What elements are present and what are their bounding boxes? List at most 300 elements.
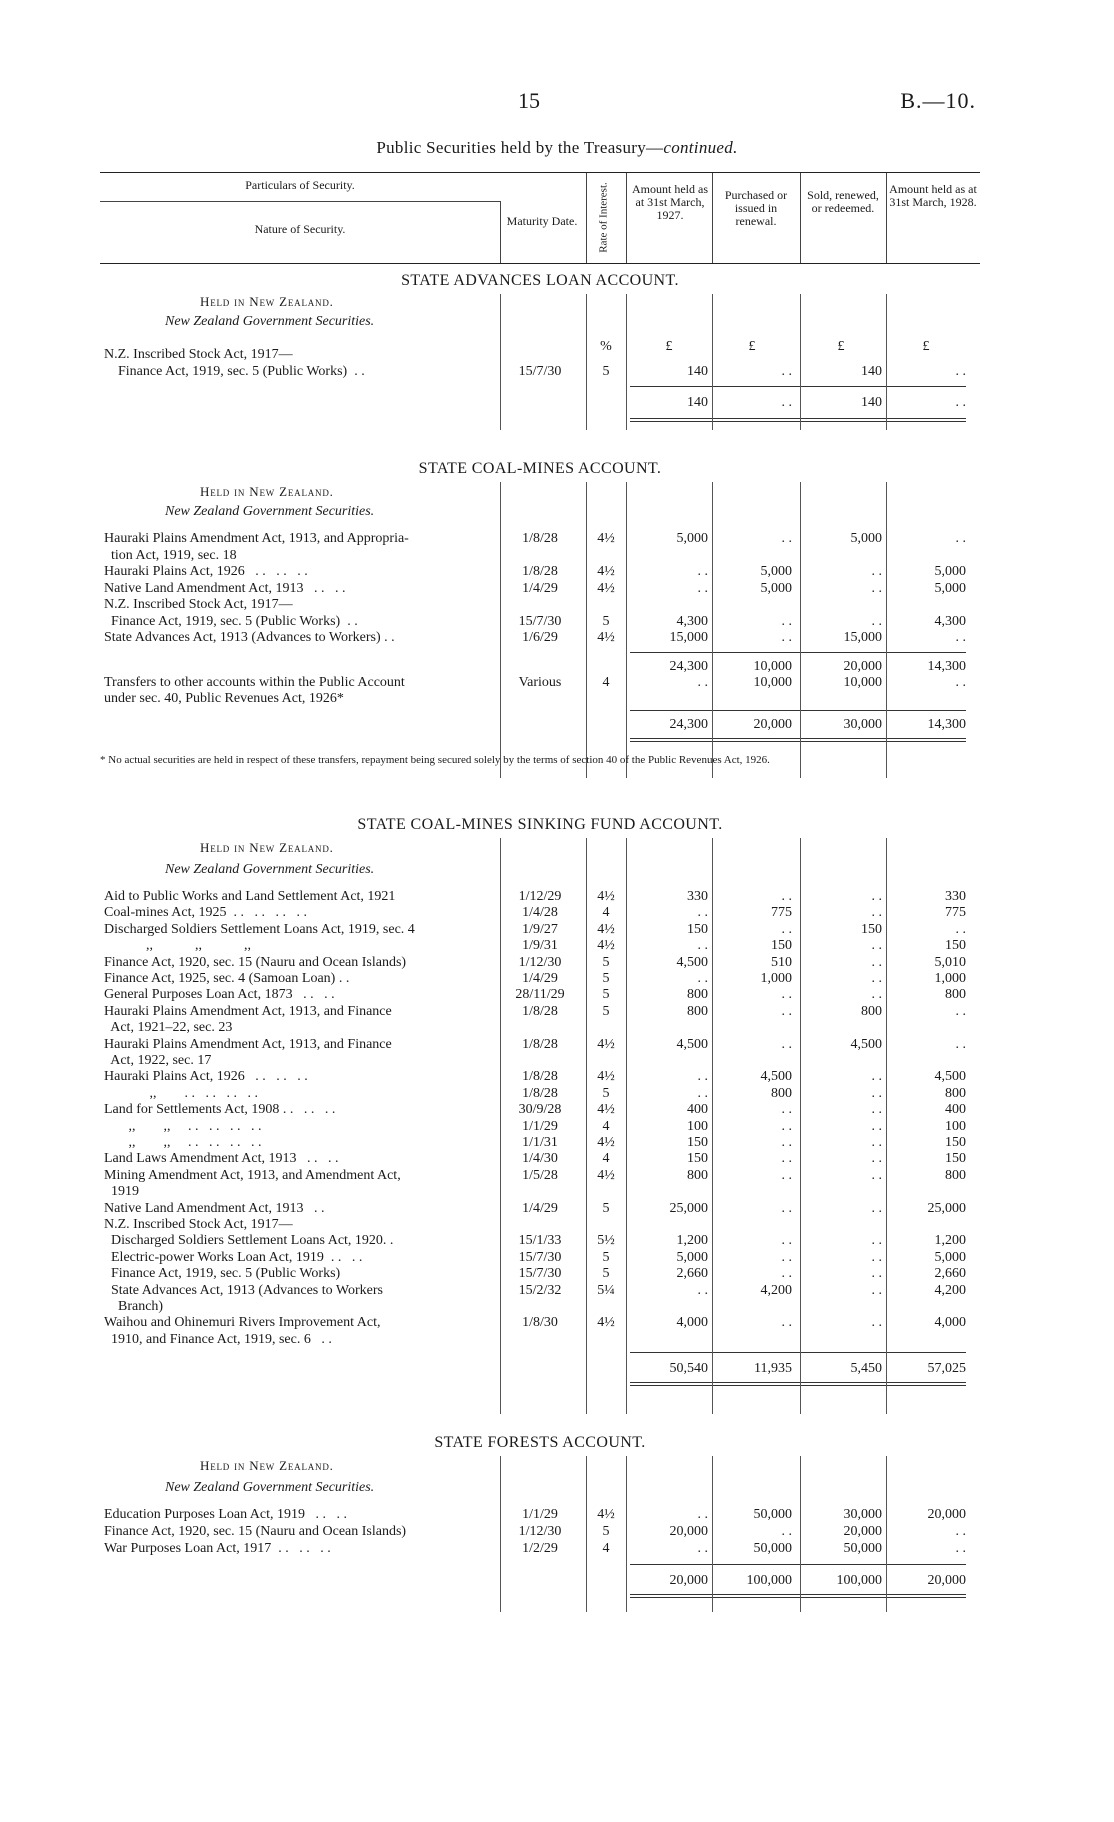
cell-rate: 5 <box>602 971 610 986</box>
table-row <box>100 1019 980 1036</box>
cell-nature: Native Land Amendment Act, 1913 . . <box>104 1200 325 1216</box>
total-row <box>100 1360 980 1377</box>
header-maturity: Maturity Date. <box>506 214 578 228</box>
cell-d: 20,000 <box>927 1507 966 1522</box>
cell-rate: 5 <box>602 1249 610 1265</box>
cell-mat: 15/7/30 <box>518 1266 562 1282</box>
table-row <box>100 1052 980 1069</box>
cell-d: 4,200 <box>934 1282 966 1298</box>
cell-a: 5,000 <box>676 531 708 546</box>
transfer-maturity: Various <box>518 675 562 690</box>
cell-b: 510 <box>771 954 792 970</box>
cell-a: 4,300 <box>676 613 708 629</box>
cell-nature: Hauraki Plains Act, 1926 . . . . . . <box>104 1069 308 1085</box>
cell-a: 4,500 <box>676 954 708 970</box>
cell-a: . . <box>697 971 708 986</box>
cell-nature: Hauraki Plains Act, 1926 . . . . . . <box>104 564 308 579</box>
table-row <box>100 970 980 987</box>
cell-nature: ,, . . . . . . . . <box>104 1085 258 1101</box>
cell-nature: N.Z. Inscribed Stock Act, 1917— <box>104 347 293 362</box>
cell-b: . . <box>781 1167 792 1183</box>
table-header <box>100 172 980 264</box>
cell-d: 775 <box>945 905 966 921</box>
cell-d: . . <box>955 531 966 546</box>
table-row <box>100 1068 980 1085</box>
cell-nature: ,, ,, ,, <box>104 938 251 954</box>
cell-b: . . <box>781 1200 792 1216</box>
section-coal-mines <box>100 460 980 780</box>
section-title: STATE COAL-MINES SINKING FUND ACCOUNT. <box>357 816 723 833</box>
cell-mat: 1/9/31 <box>522 938 558 954</box>
cell-a: 150 <box>687 921 708 937</box>
unit-d: £ <box>922 339 930 354</box>
cell-d: . . <box>955 1036 966 1052</box>
cell-d: 400 <box>945 1102 966 1118</box>
cell-d: 800 <box>945 1085 966 1101</box>
cell-b: 150 <box>771 938 792 954</box>
cell-mat: 30/9/28 <box>518 1102 562 1118</box>
cell-d: 800 <box>945 1167 966 1183</box>
cell-c: . . <box>871 905 882 921</box>
cell-c: 150 <box>861 921 882 937</box>
table-row <box>100 1232 980 1249</box>
transfer-d: . . <box>955 675 966 690</box>
cell-d: 4,300 <box>934 613 966 629</box>
cell-a: 140 <box>687 364 708 379</box>
cell-b: . . <box>781 1315 792 1331</box>
cell-mat: 1/8/28 <box>522 1085 558 1101</box>
cell-rate: 4½ <box>597 580 615 596</box>
total-a: 20,000 <box>669 1573 708 1588</box>
cell-a: 5,000 <box>676 1249 708 1265</box>
cell-c: . . <box>871 1069 882 1085</box>
cell-c: . . <box>871 1233 882 1249</box>
table-row <box>100 1085 980 1102</box>
cell-mat: 1/8/28 <box>522 531 558 546</box>
title-main: Public Securities held by the Treasury— <box>376 138 664 157</box>
section-title: STATE COAL-MINES ACCOUNT. <box>418 460 662 477</box>
table-row <box>100 1314 980 1331</box>
cell-b: . . <box>781 1003 792 1019</box>
header-particulars: Particulars of Security. <box>245 178 355 192</box>
cell-a: 150 <box>687 1135 708 1150</box>
held-label: Held in New Zealand. <box>200 840 334 855</box>
cell-nature: Finance Act, 1920, sec. 15 (Nauru and Ocean Islands) <box>104 954 407 970</box>
cell-rate: 4 <box>602 1118 610 1134</box>
cell-a: 800 <box>687 1167 708 1183</box>
cell-nature: Waihou and Ohinemuri Rivers Improvement Act, <box>104 1315 381 1331</box>
table-row <box>100 1523 980 1540</box>
cell-d: . . <box>955 1524 966 1539</box>
cell-mat: 1/5/28 <box>522 1167 558 1183</box>
table-row <box>100 363 980 380</box>
cell-rate: 5 <box>602 613 610 629</box>
cell-nature: ,, ,, . . . . . . . . <box>104 1135 262 1150</box>
cell-rate: 4½ <box>597 630 615 645</box>
cell-mat: 1/6/29 <box>522 630 558 645</box>
cell-a: . . <box>697 1507 708 1522</box>
section-state-advances <box>100 272 980 432</box>
header-rate: Rate of Interest. <box>597 182 610 253</box>
cell-nature: 1919 <box>104 1184 139 1200</box>
cell-nature: Hauraki Plains Amendment Act, 1913, and Finance <box>104 1003 392 1019</box>
cell-d: 4,000 <box>934 1315 966 1331</box>
unit-b: £ <box>748 339 756 354</box>
cell-rate: 5 <box>602 987 610 1003</box>
cell-d: 4,500 <box>934 1069 966 1085</box>
cell-a: 4,500 <box>676 1036 708 1052</box>
cell-b: 5,000 <box>760 580 792 596</box>
cell-nature: 1910, and Finance Act, 1919, sec. 6 . . <box>104 1331 332 1347</box>
section-state-forests <box>100 1434 980 1614</box>
cell-mat: 1/1/29 <box>522 1118 558 1134</box>
cell-b: . . <box>781 921 792 937</box>
table-row <box>100 1540 980 1557</box>
cell-rate: 4½ <box>597 564 615 579</box>
total-row <box>100 394 980 411</box>
cell-a: 4,000 <box>676 1315 708 1331</box>
cell-a: . . <box>697 580 708 596</box>
cell-nature: Act, 1921–22, sec. 23 <box>104 1020 233 1036</box>
cell-c: . . <box>871 564 882 579</box>
cell-a: . . <box>697 564 708 579</box>
table-row <box>100 1150 980 1167</box>
cell-c: . . <box>871 1102 882 1118</box>
cell-b: . . <box>781 630 792 645</box>
total-d: . . <box>955 395 966 410</box>
cell-nature: State Advances Act, 1913 (Advances to Workers <box>104 1282 383 1298</box>
cell-rate: 4½ <box>597 1036 615 1052</box>
cell-rate: 4½ <box>597 1069 615 1085</box>
cell-mat: 15/1/33 <box>518 1233 562 1249</box>
cell-b: . . <box>781 1102 792 1118</box>
cell-c: . . <box>871 1135 882 1150</box>
table-row <box>100 1003 980 1020</box>
cell-c: . . <box>871 1167 882 1183</box>
cell-b: 1,000 <box>760 971 792 986</box>
cell-mat: 1/4/30 <box>522 1151 558 1167</box>
cell-d: 150 <box>945 1135 966 1150</box>
transfer-nature: Transfers to other accounts within the Public Account <box>104 675 405 690</box>
transfer-b: 10,000 <box>753 675 792 690</box>
cell-rate: 4 <box>602 1541 610 1556</box>
total-d: 14,300 <box>927 717 966 732</box>
cell-b: . . <box>781 1524 792 1539</box>
cell-d: 2,660 <box>934 1266 966 1282</box>
cell-rate: 4½ <box>597 1135 615 1150</box>
cell-b: . . <box>781 1249 792 1265</box>
total-b: 11,935 <box>754 1361 792 1376</box>
cell-c: 5,000 <box>850 531 882 546</box>
cell-mat: 1/4/28 <box>522 905 558 921</box>
table-row <box>100 1134 980 1151</box>
cell-d: . . <box>955 364 966 379</box>
cell-rate: 5 <box>602 1266 610 1282</box>
section-title: STATE FORESTS ACCOUNT. <box>434 1434 646 1451</box>
total-c: 100,000 <box>836 1573 882 1588</box>
cell-c: . . <box>871 1282 882 1298</box>
title-italic: continued. <box>663 138 738 157</box>
transfer-row <box>100 674 980 691</box>
cell-c: . . <box>871 954 882 970</box>
page-title <box>0 138 1114 158</box>
cell-nature: tion Act, 1919, sec. 18 <box>104 547 237 563</box>
cell-a: . . <box>697 938 708 954</box>
table-row <box>100 986 980 1003</box>
cell-d: . . <box>955 1003 966 1019</box>
table-row <box>100 1167 980 1184</box>
cell-b: . . <box>781 1151 792 1167</box>
cell-a: 800 <box>687 1003 708 1019</box>
table-row <box>100 596 980 613</box>
table-row <box>100 1118 980 1135</box>
cell-rate: 5 <box>602 1085 610 1101</box>
cell-a: . . <box>697 1541 708 1556</box>
table-row <box>100 937 980 954</box>
cell-nature: Land Laws Amendment Act, 1913 . . . . <box>104 1151 339 1167</box>
cell-d: 800 <box>945 987 966 1003</box>
cell-b: 5,000 <box>760 564 792 579</box>
cell-a: 800 <box>687 987 708 1003</box>
header-held-1928: Amount held as at 31st March, 1928. <box>889 182 977 209</box>
cell-nature: Finance Act, 1919, sec. 5 (Public Works) . . <box>104 613 358 629</box>
subtotal-d: 14,300 <box>927 659 966 674</box>
subtotal-c: 20,000 <box>843 659 882 674</box>
cell-a: 100 <box>687 1118 708 1134</box>
cell-c: 50,000 <box>843 1541 882 1556</box>
cell-b: 50,000 <box>753 1541 792 1556</box>
unit-c: £ <box>837 339 845 354</box>
cell-mat: 1/1/29 <box>522 1507 558 1522</box>
cell-nature: State Advances Act, 1913 (Advances to Workers) . . <box>104 630 395 645</box>
table-row <box>100 1265 980 1282</box>
cell-nature: Mining Amendment Act, 1913, and Amendment Act, <box>104 1167 401 1183</box>
total-c: 140 <box>861 395 882 410</box>
cell-mat: 1/8/28 <box>522 564 558 579</box>
table-row <box>100 580 980 597</box>
cell-nature: General Purposes Loan Act, 1873 . . . . <box>104 987 335 1003</box>
table-row <box>100 1183 980 1200</box>
subtotal-row <box>100 658 980 675</box>
cell-mat: 15/7/30 <box>518 613 562 629</box>
cell-d: . . <box>955 1541 966 1556</box>
cell-nature: Branch) <box>104 1299 164 1314</box>
header-nature: Nature of Security. <box>254 222 346 236</box>
cell-mat: 28/11/29 <box>515 987 565 1003</box>
cell-mat: 1/12/29 <box>518 889 562 904</box>
cell-mat: 1/4/29 <box>522 1200 558 1216</box>
unit-a: £ <box>665 339 673 354</box>
cell-nature: ,, ,, . . . . . . . . <box>104 1118 262 1134</box>
total-a: 50,540 <box>669 1361 708 1376</box>
cell-b: . . <box>781 1266 792 1282</box>
cell-rate: 4½ <box>597 921 615 937</box>
cell-mat: 1/8/30 <box>522 1315 558 1331</box>
cell-mat: 1/1/31 <box>522 1135 558 1150</box>
table-row <box>100 1101 980 1118</box>
cell-rate: 4½ <box>597 889 615 904</box>
total-row <box>100 716 980 733</box>
cell-rate: 5 <box>602 1524 610 1539</box>
cell-c: 140 <box>861 364 882 379</box>
cell-nature: War Purposes Loan Act, 1917 . . . . . . <box>104 1541 331 1556</box>
table-row <box>100 921 980 938</box>
header-held-1927: Amount held as at 31st March, 1927. <box>632 182 708 222</box>
cell-a: . . <box>697 1069 708 1085</box>
sub-label: New Zealand Government Securities. <box>165 504 375 519</box>
table-row <box>100 1506 980 1523</box>
subtotal-a: 24,300 <box>669 659 708 674</box>
cell-d: . . <box>955 921 966 937</box>
cell-b: . . <box>781 1135 792 1150</box>
cell-nature: Land for Settlements Act, 1908 . . . . . . <box>104 1102 336 1118</box>
cell-nature: N.Z. Inscribed Stock Act, 1917— <box>104 597 293 612</box>
cell-nature: Discharged Soldiers Settlement Loans Act, 1920. . <box>104 1233 394 1249</box>
total-b: 20,000 <box>753 717 792 732</box>
cell-nature: Electric-power Works Loan Act, 1919 . . . . <box>104 1249 363 1265</box>
cell-rate: 4½ <box>597 1315 615 1331</box>
header-purchased: Purchased or issued in renewal. <box>724 188 788 228</box>
cell-c: 30,000 <box>843 1507 882 1522</box>
cell-mat: 1/12/30 <box>518 954 562 970</box>
total-a: 140 <box>687 395 708 410</box>
cell-rate: 5 <box>602 364 610 379</box>
footnote: * No actual securities are held in respect of these transfers, repayment being secured solely by the terms of section 40 of the Public Revenues Act, 1926. <box>100 754 770 766</box>
cell-c: 800 <box>861 1003 882 1019</box>
table-row <box>100 954 980 971</box>
transfer-c: 10,000 <box>843 675 882 690</box>
table-row <box>100 904 980 921</box>
table-row <box>100 1200 980 1217</box>
cell-rate: 4½ <box>597 1167 615 1183</box>
cell-b: 775 <box>771 905 792 921</box>
cell-nature: Finance Act, 1920, sec. 15 (Nauru and Ocean Islands) <box>104 1524 407 1539</box>
cell-mat: 1/2/29 <box>522 1541 558 1556</box>
cell-c: 20,000 <box>843 1524 882 1539</box>
cell-c: . . <box>871 1315 882 1331</box>
cell-rate: 4½ <box>597 531 615 546</box>
cell-c: . . <box>871 1151 882 1167</box>
cell-nature: N.Z. Inscribed Stock Act, 1917— <box>104 1217 293 1232</box>
table-row <box>100 563 980 580</box>
cell-a: 150 <box>687 1151 708 1167</box>
table-row <box>100 1331 980 1348</box>
cell-c: 15,000 <box>843 630 882 645</box>
cell-d: 5,010 <box>934 954 966 970</box>
cell-b: 4,200 <box>760 1282 792 1298</box>
cell-nature: Finance Act, 1919, sec. 5 (Public Works) . . <box>104 364 365 379</box>
cell-c: . . <box>871 987 882 1003</box>
cell-c: . . <box>871 580 882 596</box>
cell-a: . . <box>697 1085 708 1101</box>
cell-a: 25,000 <box>669 1200 708 1216</box>
total-b: 100,000 <box>746 1573 792 1588</box>
cell-mat: 15/2/32 <box>518 1282 562 1298</box>
held-label: Held in New Zealand. <box>200 294 334 309</box>
table-row <box>100 1282 980 1299</box>
table-row <box>100 1249 980 1266</box>
cell-c: . . <box>871 613 882 629</box>
cell-a: 330 <box>687 889 708 904</box>
sub-label: New Zealand Government Securities. <box>165 1480 375 1495</box>
cell-rate: 5 <box>602 1200 610 1216</box>
cell-d: 150 <box>945 938 966 954</box>
total-d: 57,025 <box>927 1361 966 1376</box>
cell-c: . . <box>871 1118 882 1134</box>
cell-c: . . <box>871 1085 882 1101</box>
table-row <box>100 1298 980 1315</box>
cell-nature: Act, 1922, sec. 17 <box>104 1053 212 1068</box>
total-b: . . <box>781 395 792 410</box>
cell-c: 4,500 <box>850 1036 882 1052</box>
cell-a: 1,200 <box>676 1233 708 1249</box>
table-row <box>100 629 980 646</box>
cell-c: . . <box>871 971 882 986</box>
cell-b: . . <box>781 364 792 379</box>
cell-mat: 1/8/28 <box>522 1036 558 1052</box>
cell-rate: 4½ <box>597 938 615 954</box>
cell-mat: 1/8/28 <box>522 1069 558 1085</box>
cell-b: 800 <box>771 1085 792 1101</box>
page-number: 15 <box>518 88 540 113</box>
cell-a: 2,660 <box>676 1266 708 1282</box>
cell-c: . . <box>871 1249 882 1265</box>
document-reference: B.—10. <box>900 88 976 113</box>
cell-c: . . <box>871 1200 882 1216</box>
table-row <box>100 1216 980 1233</box>
cell-mat: 1/8/28 <box>522 1003 558 1019</box>
table-row <box>100 1036 980 1053</box>
held-label: Held in New Zealand. <box>200 484 334 499</box>
sub-label: New Zealand Government Securities. <box>165 314 375 329</box>
held-label: Held in New Zealand. <box>200 1458 334 1473</box>
cell-b: 50,000 <box>753 1507 792 1522</box>
cell-rate: 4½ <box>597 1507 615 1522</box>
cell-nature: Hauraki Plains Amendment Act, 1913, and Finance <box>104 1036 392 1052</box>
cell-b: . . <box>781 889 792 904</box>
transfer-rate: 4 <box>602 675 610 690</box>
cell-b: . . <box>781 1233 792 1249</box>
cell-a: 20,000 <box>669 1524 708 1539</box>
cell-nature: Coal-mines Act, 1925 . . . . . . . . <box>104 905 307 921</box>
transfer-nature-2: under sec. 40, Public Revenues Act, 1926* <box>104 691 344 706</box>
cell-d: 1,200 <box>934 1233 966 1249</box>
cell-nature: Hauraki Plains Amendment Act, 1913, and Appropria- <box>104 531 409 546</box>
cell-mat: 1/4/29 <box>522 971 558 986</box>
table-row <box>100 346 980 363</box>
total-a: 24,300 <box>669 717 708 732</box>
cell-d: 5,000 <box>934 1249 966 1265</box>
table-row <box>100 613 980 630</box>
header-sold: Sold, renewed, or redeemed. <box>807 188 879 215</box>
total-c: 5,450 <box>850 1361 882 1376</box>
cell-a: 400 <box>687 1102 708 1118</box>
section-coal-mines-sinking-fund <box>100 816 980 1416</box>
cell-b: . . <box>781 987 792 1003</box>
cell-c: . . <box>871 889 882 904</box>
cell-b: . . <box>781 613 792 629</box>
cell-mat: 1/12/30 <box>518 1524 562 1539</box>
cell-mat: 1/9/27 <box>522 921 558 937</box>
total-row <box>100 1572 980 1589</box>
cell-rate: 5¼ <box>597 1282 615 1298</box>
transfer-a: . . <box>697 675 708 690</box>
cell-d: 5,000 <box>934 580 966 596</box>
unit-rate: % <box>600 339 612 354</box>
cell-mat: 15/7/30 <box>518 1249 562 1265</box>
subtotal-b: 10,000 <box>753 659 792 674</box>
cell-mat: 1/4/29 <box>522 580 558 596</box>
